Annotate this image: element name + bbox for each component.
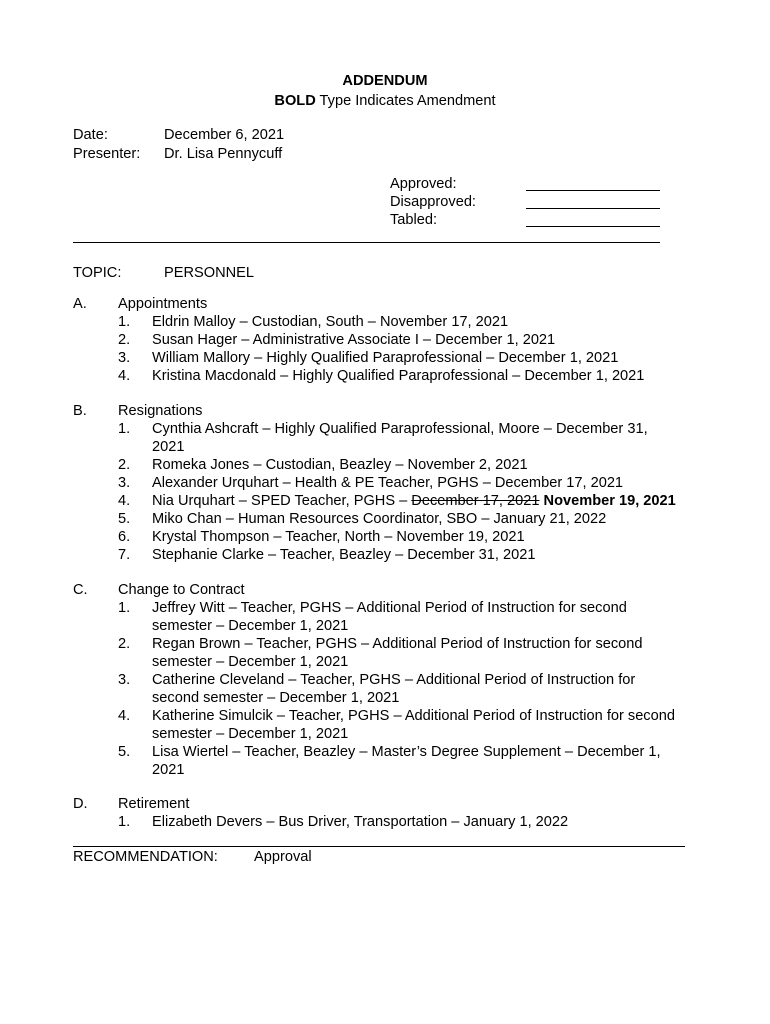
list-item-number: 4. <box>118 368 131 384</box>
tabled-signature-line[interactable] <box>526 226 660 227</box>
recommendation-value: Approval <box>254 849 312 865</box>
list-item: William Mallory – Highly Qualified Paraprofessional – December 1, 2021 <box>152 350 619 366</box>
date-label: Date: <box>73 127 108 143</box>
list-item-number: 3. <box>118 672 131 688</box>
list-item: Regan Brown – Teacher, PGHS – Additional Period of Instruction for second <box>152 636 643 652</box>
list-item-continuation: semester – December 1, 2021 <box>152 618 349 634</box>
list-item-continuation: semester – December 1, 2021 <box>152 726 349 742</box>
list-item-number: 2. <box>118 636 131 652</box>
section-b-heading: Resignations <box>118 403 203 419</box>
list-item: Catherine Cleveland – Teacher, PGHS – Additional Period of Instruction for <box>152 672 636 688</box>
list-item-number: 5. <box>118 744 131 760</box>
section-b-letter: B. <box>73 403 87 419</box>
subtitle-rest: Type Indicates Amendment <box>315 93 496 109</box>
list-item-text: Nia Urquhart – SPED Teacher, PGHS – <box>152 493 412 509</box>
approved-label: Approved: <box>390 176 457 192</box>
list-item: Eldrin Malloy – Custodian, South – November 17, 2021 <box>152 314 509 330</box>
amended-date: November 19, 2021 <box>539 493 676 509</box>
list-item-continuation: 2021 <box>152 439 185 455</box>
list-item-number: 5. <box>118 511 131 527</box>
list-item: Stephanie Clarke – Teacher, Beazley – December 31, 2021 <box>152 547 536 563</box>
topic-label: TOPIC: <box>73 265 122 281</box>
subtitle-bold: BOLD <box>274 93 316 109</box>
list-item: Krystal Thompson – Teacher, North – November 19, 2021 <box>152 529 525 545</box>
list-item-number: 2. <box>118 457 131 473</box>
presenter-label: Presenter: <box>73 146 141 162</box>
list-item-number: 1. <box>118 814 131 830</box>
topic-value: PERSONNEL <box>164 265 255 281</box>
list-item-number: 1. <box>118 314 131 330</box>
list-item-continuation: 2021 <box>152 762 185 778</box>
recommendation-label: RECOMMENDATION: <box>73 849 218 865</box>
list-item: Cynthia Ashcraft – Highly Qualified Paraprofessional, Moore – December 31, <box>152 421 648 437</box>
section-c-heading: Change to Contract <box>118 582 245 598</box>
approved-signature-line[interactable] <box>526 190 660 191</box>
list-item: Kristina Macdonald – Highly Qualified Paraprofessional – December 1, 2021 <box>152 368 645 384</box>
document-subtitle <box>0 92 770 110</box>
list-item: Susan Hager – Administrative Associate I – December 1, 2021 <box>152 332 556 348</box>
section-a-heading: Appointments <box>118 296 208 312</box>
top-divider <box>73 242 660 243</box>
section-d-letter: D. <box>73 796 88 812</box>
list-item-continuation: semester – December 1, 2021 <box>152 654 349 670</box>
disapproved-label: Disapproved: <box>390 194 476 210</box>
section-d-heading: Retirement <box>118 796 190 812</box>
list-item: Romeka Jones – Custodian, Beazley – November 2, 2021 <box>152 457 528 473</box>
list-item: Miko Chan – Human Resources Coordinator, SBO – January 21, 2022 <box>152 511 607 527</box>
tabled-label: Tabled: <box>390 212 438 228</box>
section-a-letter: A. <box>73 296 87 312</box>
list-item-continuation: second semester – December 1, 2021 <box>152 690 400 706</box>
list-item-number: 7. <box>118 547 131 563</box>
disapproved-signature-line[interactable] <box>526 208 660 209</box>
section-c-letter: C. <box>73 582 88 598</box>
list-item: Alexander Urquhart – Health & PE Teacher, PGHS – December 17, 2021 <box>152 475 624 491</box>
list-item-amended <box>152 492 676 510</box>
list-item-number: 3. <box>118 475 131 491</box>
presenter-value: Dr. Lisa Pennycuff <box>164 146 283 162</box>
bottom-divider <box>73 846 685 847</box>
date-value: December 6, 2021 <box>164 127 285 143</box>
list-item-number: 1. <box>118 600 131 616</box>
list-item-number: 4. <box>118 493 131 509</box>
document-title: ADDENDUM <box>342 73 428 89</box>
list-item-number: 3. <box>118 350 131 366</box>
list-item: Katherine Simulcik – Teacher, PGHS – Additional Period of Instruction for second <box>152 708 675 724</box>
list-item-number: 6. <box>118 529 131 545</box>
struck-date: December 17, 2021 <box>411 493 540 509</box>
list-item: Elizabeth Devers – Bus Driver, Transportation – January 1, 2022 <box>152 814 569 830</box>
list-item-number: 1. <box>118 421 131 437</box>
list-item-number: 4. <box>118 708 131 724</box>
list-item-number: 2. <box>118 332 131 348</box>
list-item: Jeffrey Witt – Teacher, PGHS – Additional Period of Instruction for second <box>152 600 627 616</box>
list-item: Lisa Wiertel – Teacher, Beazley – Master’s Degree Supplement – December 1, <box>152 744 661 760</box>
